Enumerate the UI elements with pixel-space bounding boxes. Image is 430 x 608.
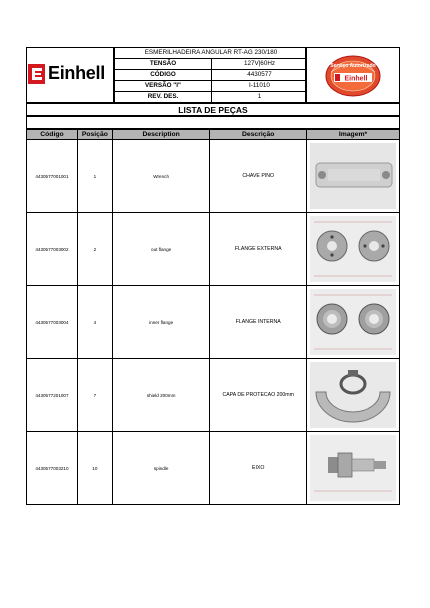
cell-codigo: 4430577201007 bbox=[27, 359, 78, 432]
cell-codigo: 4430577003002 bbox=[27, 213, 78, 286]
field-value: 127V|60Hz bbox=[243, 60, 276, 67]
field-row-voltage bbox=[115, 59, 307, 70]
parts-table bbox=[26, 129, 400, 505]
cell-description: shield 200mm bbox=[112, 359, 210, 432]
field-label: REV. DES. bbox=[115, 92, 212, 103]
einhell-logo bbox=[28, 64, 112, 84]
field-row-version bbox=[115, 81, 307, 92]
list-title: LISTA DE PEÇAS bbox=[26, 103, 400, 116]
cell-image bbox=[307, 286, 400, 359]
cell-descricao: CHAVE PINO bbox=[210, 140, 307, 213]
cell-posicao: 4 bbox=[77, 286, 112, 359]
cell-descricao: FLANGE EXTERNA bbox=[210, 213, 307, 286]
cell-codigo: 4430577003210 bbox=[27, 432, 78, 505]
field-label: TENSÃO bbox=[115, 59, 212, 69]
table-row bbox=[27, 140, 400, 213]
cell-image bbox=[307, 359, 400, 432]
cell-description: inner flange bbox=[112, 286, 210, 359]
cell-codigo: 4430577001001 bbox=[27, 140, 78, 213]
field-row-revision bbox=[115, 92, 307, 103]
col-header-posicao: Posição bbox=[77, 130, 112, 140]
table-row bbox=[27, 213, 400, 286]
product-title: ESMERILHADEIRA ANGULAR RT-AG 230/180 bbox=[115, 48, 307, 59]
cell-descricao: CAPA DE PROTECAO 200mm bbox=[210, 359, 307, 432]
cell-posicao: 2 bbox=[77, 213, 112, 286]
cell-image bbox=[307, 213, 400, 286]
cell-description: out flange bbox=[112, 213, 210, 286]
svg-text:Einhell: Einhell bbox=[344, 75, 368, 83]
col-header-codigo: Código bbox=[27, 130, 78, 140]
guard-shield-icon bbox=[310, 362, 396, 428]
authorized-service-seal-cell bbox=[306, 47, 400, 103]
field-label: CÓDIGO bbox=[115, 70, 212, 80]
field-value: 4430577 bbox=[247, 71, 272, 78]
field-value: 1 bbox=[257, 93, 262, 100]
field-value: I-11010 bbox=[249, 82, 270, 89]
col-header-description: Description bbox=[112, 130, 210, 140]
product-info-block bbox=[114, 47, 306, 103]
spindle-icon bbox=[310, 435, 396, 501]
cell-posicao: 10 bbox=[77, 432, 112, 505]
table-row bbox=[27, 359, 400, 432]
cell-description: Wrench bbox=[112, 140, 210, 213]
spacer-row bbox=[26, 116, 400, 129]
inner-flange-icon bbox=[310, 289, 396, 355]
einhell-e-mark-icon bbox=[28, 64, 45, 84]
cell-codigo: 4430577003004 bbox=[27, 286, 78, 359]
cell-description: spindle bbox=[112, 432, 210, 505]
field-row-code bbox=[115, 70, 307, 81]
wrench-pin-icon bbox=[310, 143, 396, 209]
cell-posicao: 1 bbox=[77, 140, 112, 213]
cell-image bbox=[307, 140, 400, 213]
authorized-service-seal-icon bbox=[325, 54, 381, 98]
table-header-row bbox=[27, 130, 400, 140]
col-header-descricao: Descrição bbox=[210, 130, 307, 140]
field-label: VERSÃO "I" bbox=[115, 81, 212, 91]
brand-name: Einhell bbox=[48, 63, 105, 83]
table-row bbox=[27, 432, 400, 505]
cell-posicao: 7 bbox=[77, 359, 112, 432]
svg-text:Serviço Autorizado: Serviço Autorizado bbox=[330, 63, 376, 69]
logo-cell bbox=[26, 47, 114, 103]
col-header-imagem: Imagem* bbox=[307, 130, 400, 140]
document-header bbox=[26, 47, 400, 103]
cell-descricao: EIXO bbox=[210, 432, 307, 505]
outer-flange-icon bbox=[310, 216, 396, 282]
cell-image bbox=[307, 432, 400, 505]
table-row bbox=[27, 286, 400, 359]
cell-descricao: FLANGE INTERNA bbox=[210, 286, 307, 359]
